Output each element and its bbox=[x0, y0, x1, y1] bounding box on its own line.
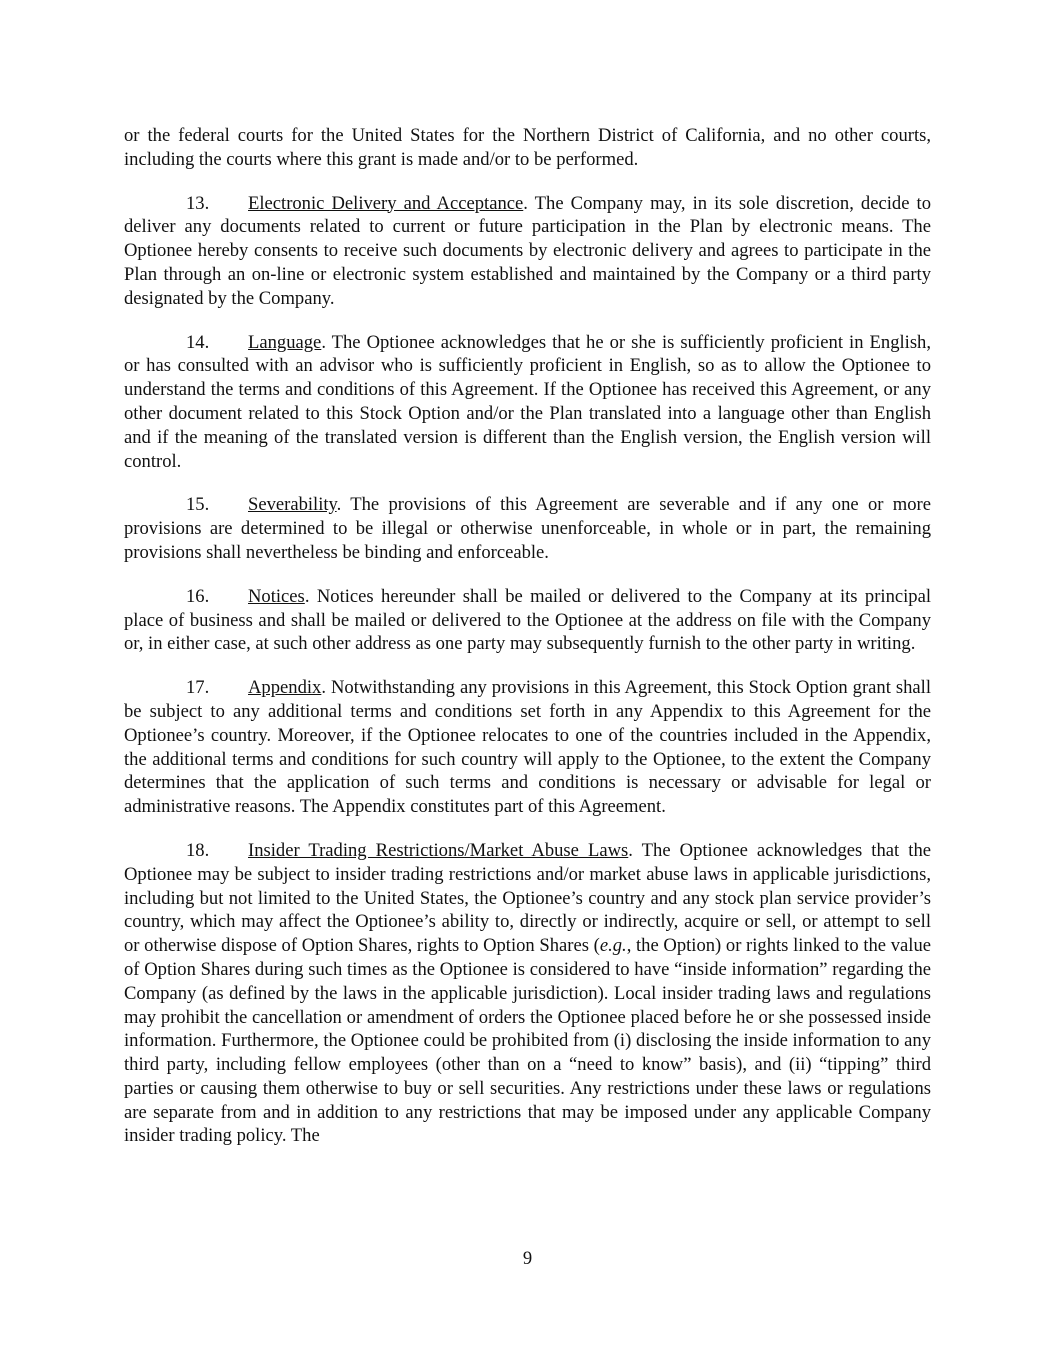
section-body-continued: , the Option) or rights linked to the value of Option Shares during such times as the Optionee is considered to have “inside information” regarding the Company (as defined by the laws in the applicable jurisdiction). Local insider trading laws and regulations may prohibit the cancellation or amendment of orders the Optionee placed before he or she possessed inside information. Furthermore, the Optionee could be prohibited from (i) disclosing the inside information to any third party, including fellow employees (other than on a “need to know” basis), and (ii) “tipping” third parties or causing them otherwise to buy or sell securities. Any restrictions under these laws or regulations are separate from and in addition to any restrictions that may be imposed under any applicable Company insider trading policy. The bbox=[124, 935, 931, 1147]
section-body: . The Optionee acknowledges that he or she is sufficiently proficient in English, or has consulted with an advisor who is sufficiently proficient in English, so as to allow the Optionee to understand the terms and conditions of this Agreement. If the Optionee has received this Agreement, or any other document related to this Stock Option and/or the Plan translated into a language other than English and if the meaning of the translated version is different than the English version, the English version will control. bbox=[124, 331, 931, 472]
section-body: . The Company may, in its sole discretion, decide to deliver any documents related to current or future participation in the Plan by electronic means. The Optionee hereby consents to receive such documents by electronic delivery and agrees to participate in the Plan through an on-line or electronic system established and maintained by the Company or a third party designated by the Company. bbox=[124, 192, 932, 309]
section-17 bbox=[124, 676, 931, 819]
section-16 bbox=[124, 585, 931, 656]
section-body: . The provisions of this Agreement are severable and if any one or more provisions are determined to be illegal or otherwise unenforceable, in whole or in part, the remaining provisions shall nevertheless be binding and enforceable. bbox=[124, 494, 931, 563]
section-13 bbox=[124, 192, 931, 311]
page-number: 9 bbox=[522, 1248, 533, 1269]
section-body: . Notwithstanding any provisions in this Agreement, this Stock Option grant shall be subject to any additional terms and conditions set forth in any Appendix to this Agreement for the Optionee’s country. Moreover, if the Optionee relocates to one of the countries included in the Appendix, the additional terms and conditions for such country will apply to the Optionee, to the extent the Company determines that the application of such terms and conditions is necessary or advisable for legal or administrative reasons. The Appendix constitutes part of this Agreement. bbox=[124, 677, 931, 818]
section-heading: Language bbox=[248, 331, 322, 353]
section-number: 17. bbox=[186, 677, 210, 699]
section-number: 15. bbox=[186, 494, 210, 516]
opening-paragraph-text: or the federal courts for the United States for the Northern District of California, and no other courts, including the courts where this grant is made and/or to be performed. bbox=[124, 125, 931, 170]
document-body bbox=[124, 124, 931, 1168]
section-heading: Notices bbox=[248, 585, 305, 607]
section-18 bbox=[124, 839, 931, 1148]
section-number: 14. bbox=[186, 331, 210, 353]
section-heading: Severability bbox=[248, 494, 337, 516]
section-heading: Appendix bbox=[248, 677, 322, 699]
section-number: 18. bbox=[186, 839, 210, 861]
section-heading: Electronic Delivery and Acceptance bbox=[248, 192, 524, 214]
section-14 bbox=[124, 331, 931, 474]
section-body-italic: e.g. bbox=[599, 935, 627, 957]
section-number: 16. bbox=[186, 585, 210, 607]
section-number: 13. bbox=[186, 192, 210, 214]
section-body: . The Optionee acknowledges that the Optionee may be subject to insider trading restrictions and/or market abuse laws in applicable jurisdictions, including but not limited to the United States, the Optionee’s country and any stock plan service provider’s country, which may affect the Optionee’s ability to, directly or indirectly, acquire or sell, or attempt to sell or otherwise dispose of Option Shares, rights to Option Shares ( bbox=[124, 839, 931, 957]
section-15 bbox=[124, 493, 931, 564]
opening-paragraph bbox=[124, 124, 931, 172]
section-heading: Insider Trading Restrictions/Market Abuse Laws bbox=[248, 839, 629, 861]
section-body: . Notices hereunder shall be mailed or delivered to the Company at its principal place of business and shall be mailed or delivered to the Optionee at the address on file with the Company or, in either case, at such other address as one party may subsequently furnish to the other party in writing. bbox=[124, 585, 931, 655]
